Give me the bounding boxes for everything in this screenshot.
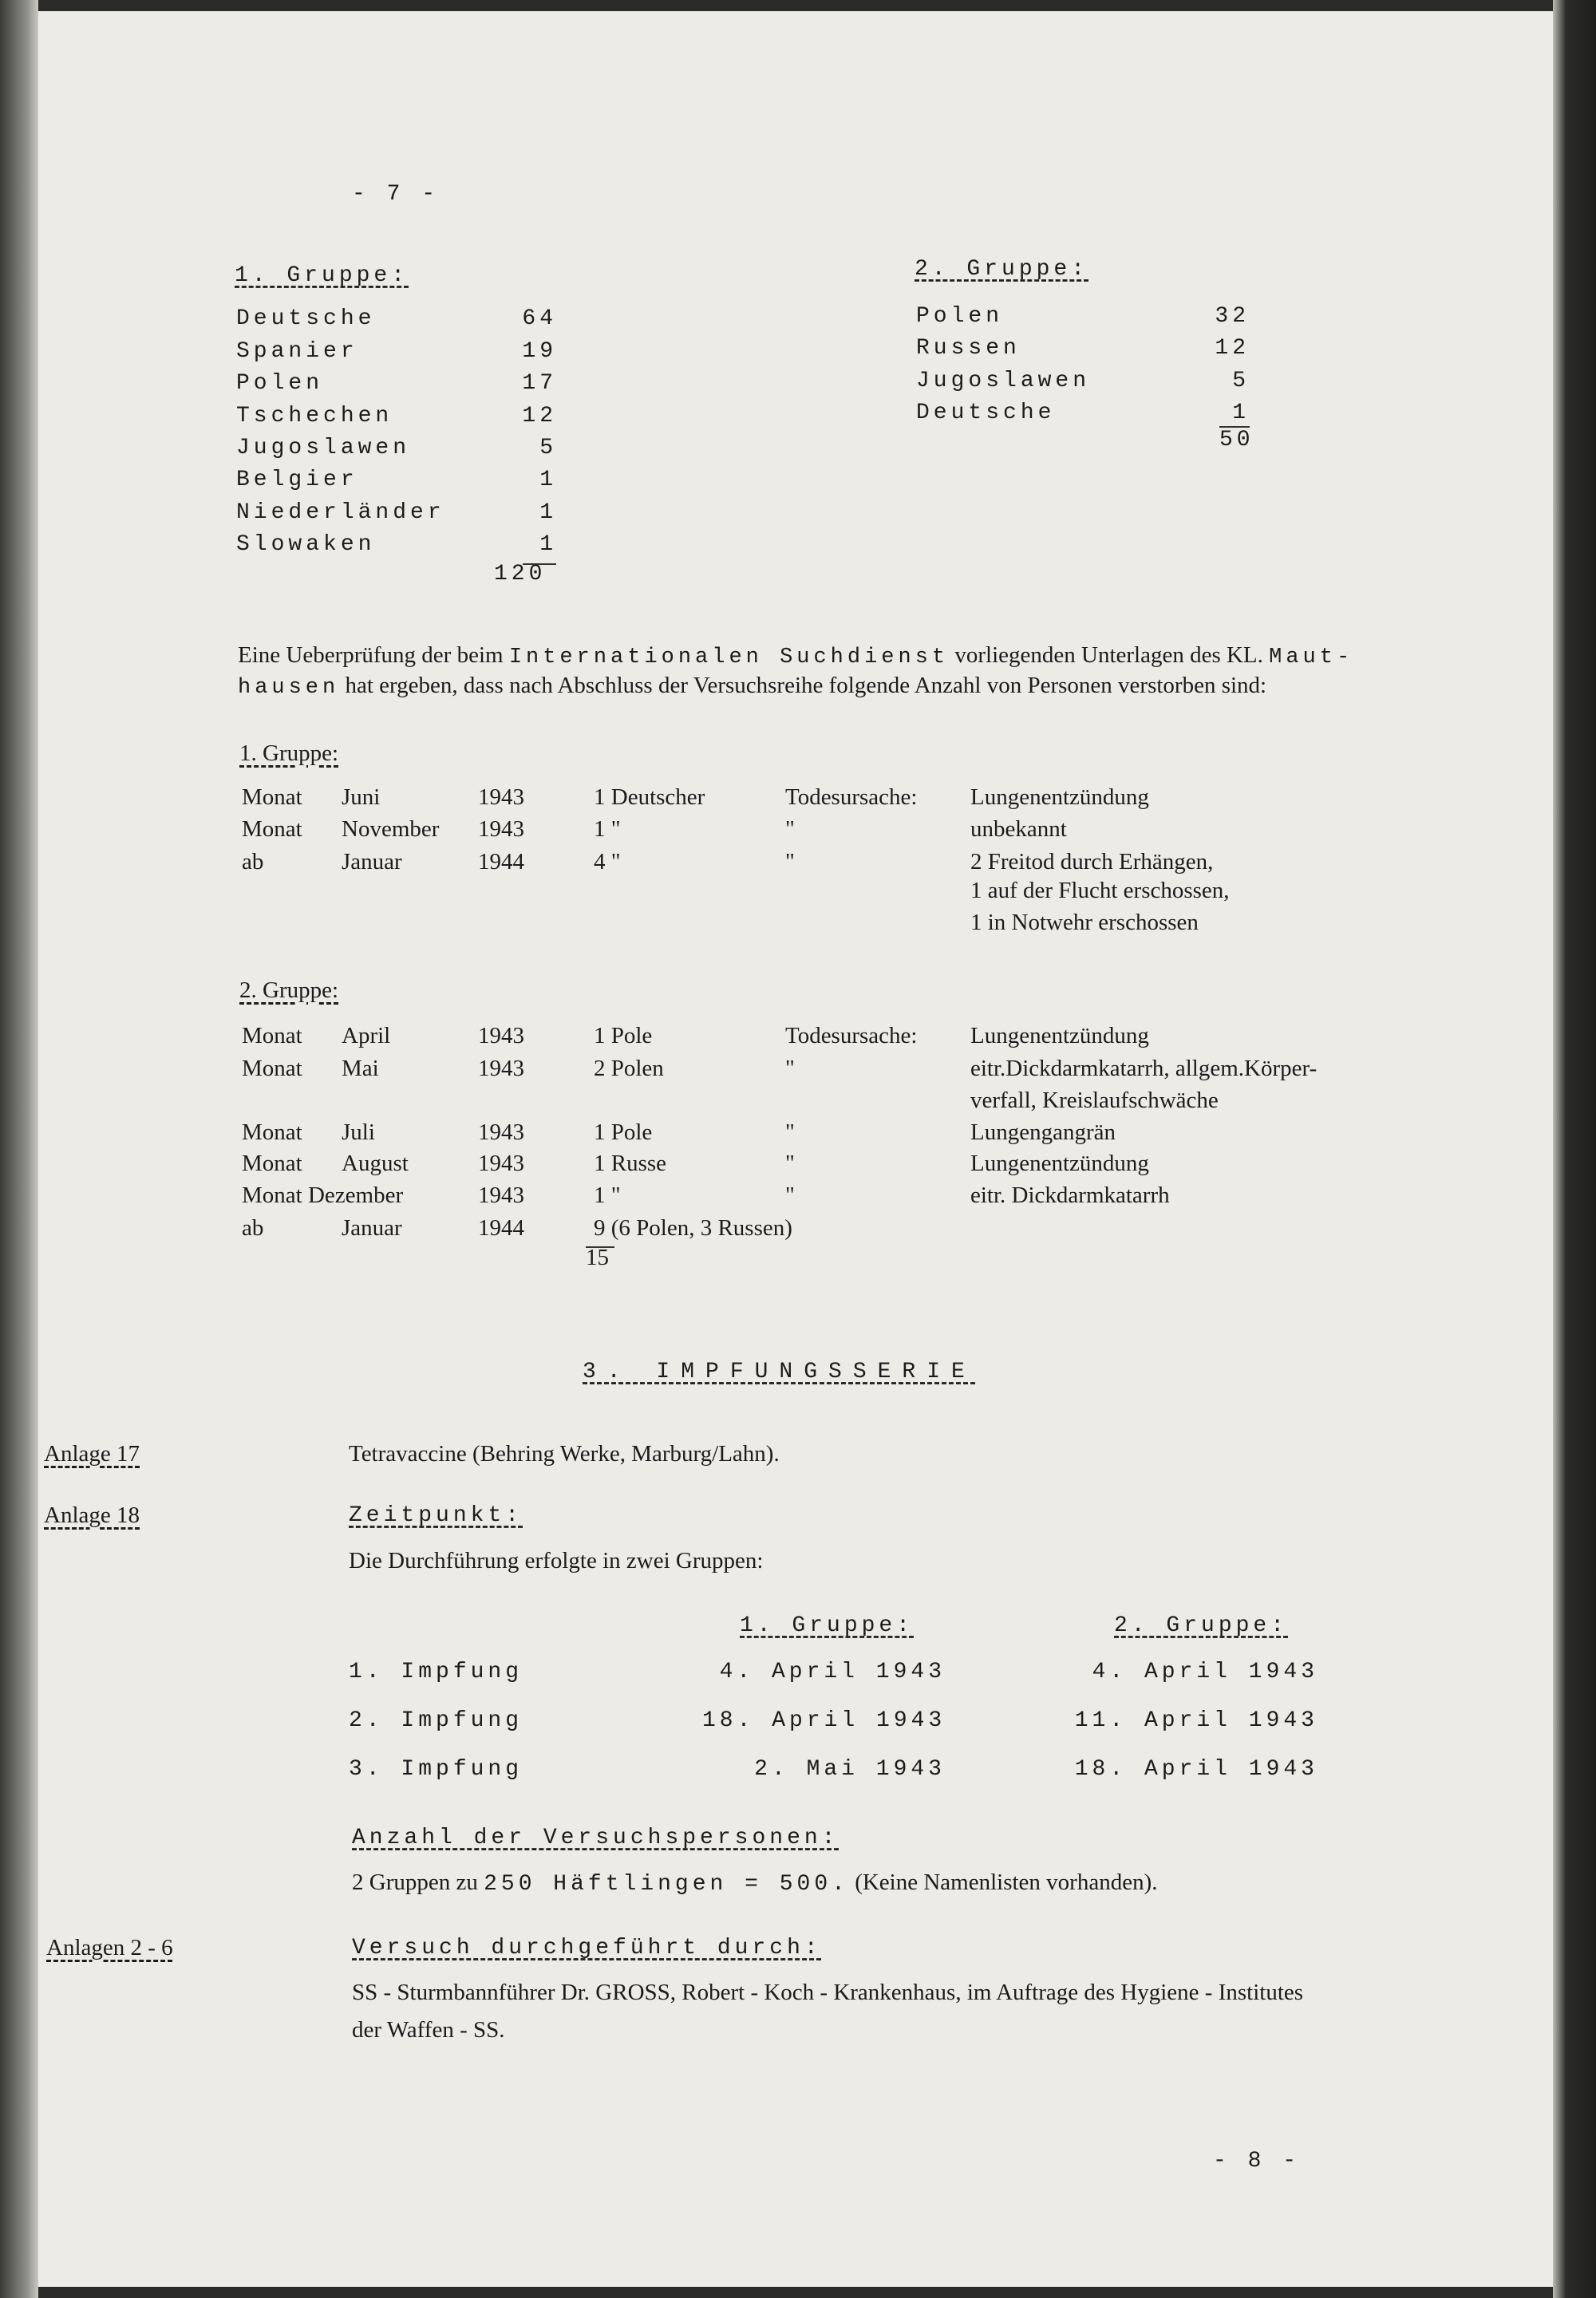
vaccination-col-group2: 2. Gruppe:	[1114, 1613, 1289, 1638]
count: 19	[522, 339, 557, 364]
death-prefix: Monat	[242, 1151, 302, 1176]
vaccination-date-group1: 4. April 1943	[719, 1660, 946, 1684]
death-count: 1 Pole	[594, 1119, 653, 1145]
death-prefix: ab	[242, 1215, 264, 1241]
death-cause: 1 auf der Flucht erschossen,	[970, 878, 1230, 903]
death-month: August	[342, 1151, 409, 1176]
death-year: 1943	[478, 1023, 524, 1048]
death-year: 1943	[478, 1183, 524, 1208]
count: 1	[539, 500, 557, 525]
vaccine-text: Tetravaccine (Behring Werke, Marburg/Lahn).	[349, 1441, 780, 1467]
vaccination-col-group1: 1. Gruppe:	[740, 1613, 915, 1638]
nationality: Polen	[236, 371, 324, 396]
anzahl-text	[352, 1870, 1157, 1897]
paragraph-line-2	[238, 673, 1266, 700]
text: 2 Gruppen zu	[352, 1870, 478, 1895]
count: 64	[522, 306, 557, 331]
vaccination-date-group1: 18. April 1943	[702, 1708, 946, 1733]
paragraph-line-1	[238, 642, 1353, 669]
death-prefix: Monat	[242, 1119, 302, 1145]
death-cause-label: "	[785, 816, 795, 842]
text-spaced: Maut-	[1269, 646, 1354, 669]
margin-note-anlage-17: Anlage 17	[44, 1441, 140, 1467]
deaths-group2-total: 15	[586, 1245, 609, 1270]
page-number-bottom: - 8 -	[1213, 2149, 1301, 2174]
text-spaced: Internationalen Suchdienst	[508, 646, 950, 669]
nationality: Belgier	[236, 468, 358, 492]
death-cause: Lungenentzündung	[970, 1023, 1149, 1048]
vaccination-label: 2. Impfung	[349, 1708, 523, 1733]
group2-total: 50	[1219, 428, 1254, 452]
death-cause: Lungengangrän	[970, 1119, 1116, 1145]
death-cause-label: "	[785, 1056, 795, 1081]
count: 5	[1232, 369, 1250, 393]
vaccination-date-group2: 18. April 1943	[1074, 1757, 1318, 1782]
death-prefix: Monat	[242, 1056, 302, 1081]
death-cause: Lungenentzündung	[970, 1151, 1149, 1176]
nationality: Polen	[916, 304, 1004, 329]
death-count: 2 Polen	[594, 1056, 664, 1081]
death-year: 1944	[478, 849, 524, 875]
death-year: 1943	[478, 1056, 524, 1081]
death-prefix: Monat Dezember	[242, 1183, 404, 1208]
vaccination-label: 1. Impfung	[349, 1660, 523, 1684]
death-month: Januar	[342, 849, 402, 875]
death-cause: eitr.Dickdarmkatarrh, allgem.Körper-	[970, 1056, 1317, 1081]
death-prefix: Monat	[242, 816, 302, 842]
text: (Keine Namenlisten vorhanden).	[855, 1870, 1158, 1895]
death-month: Juli	[342, 1119, 375, 1145]
group1-total: 120	[494, 562, 547, 586]
death-prefix: ab	[242, 849, 264, 875]
death-cause: 1 in Notwehr erschossen	[970, 910, 1199, 935]
death-prefix: Monat	[242, 1023, 302, 1048]
death-month: Mai	[342, 1056, 379, 1081]
death-count: 9 (6 Polen, 3 Russen)	[594, 1215, 792, 1241]
death-cause: unbekannt	[970, 816, 1067, 842]
durchgefuehrt-line-1: SS - Sturmbannführer Dr. GROSS, Robert - Koch - Krankenhaus, im Auftrage des Hygiene - Institutes	[352, 1980, 1304, 2005]
text: hat ergeben, dass nach Abschluss der Versuchsreihe folgende Anzahl von Personen verstorben sind:	[345, 673, 1267, 698]
nationality: Jugoslawen	[236, 436, 411, 460]
death-cause: eitr. Dickdarmkatarrh	[970, 1183, 1170, 1208]
death-count: 4 "	[594, 849, 621, 875]
count: 17	[522, 371, 557, 396]
anzahl-heading: Anzahl der Versuchspersonen:	[352, 1826, 839, 1850]
group2-title: 2. Gruppe:	[915, 257, 1089, 282]
margin-note-anlagen-2-6: Anlagen 2 - 6	[46, 1935, 173, 1960]
count: 1	[1232, 401, 1250, 425]
death-count: 1 Pole	[594, 1023, 653, 1048]
death-month: Januar	[342, 1215, 402, 1241]
death-cause: Lungenentzündung	[970, 784, 1149, 810]
text: vorliegenden Unterlagen des KL.	[954, 642, 1263, 668]
nationality: Spanier	[236, 339, 358, 364]
text-spaced: hausen	[238, 676, 340, 700]
nationality: Deutsche	[236, 306, 376, 331]
text: Eine Ueberprüfung der beim	[238, 642, 504, 668]
nationality: Deutsche	[916, 401, 1056, 425]
margin-note-anlage-18: Anlage 18	[44, 1502, 140, 1528]
page-number-top: - 7 -	[352, 182, 440, 207]
death-month: November	[342, 816, 440, 842]
count: 1	[539, 532, 557, 557]
nationality: Russen	[916, 336, 1021, 361]
death-prefix: Monat	[242, 784, 302, 810]
death-cause: 2 Freitod durch Erhängen,	[970, 849, 1214, 875]
vaccination-date-group1: 2. Mai 1943	[754, 1757, 946, 1782]
zeitpunkt-heading: Zeitpunkt:	[349, 1503, 523, 1528]
death-cause-label: "	[785, 1119, 795, 1145]
page-edge-shadow	[1553, 0, 1596, 2298]
death-count: 1 "	[594, 1183, 621, 1208]
nationality: Niederländer	[236, 500, 445, 525]
binding-edge	[0, 0, 38, 2298]
death-cause-label: "	[785, 849, 795, 875]
death-cause: verfall, Kreislaufschwäche	[970, 1088, 1219, 1113]
death-cause-label: Todesursache:	[785, 1023, 918, 1048]
death-year: 1943	[478, 1151, 524, 1176]
text-spaced: 250 Häftlingen = 500.	[484, 1872, 849, 1897]
death-year: 1944	[478, 1215, 524, 1241]
vaccination-date-group2: 4. April 1943	[1092, 1660, 1318, 1684]
death-year: 1943	[478, 784, 524, 810]
death-month: April	[342, 1023, 391, 1048]
death-count: 1 "	[594, 816, 621, 842]
death-year: 1943	[478, 816, 524, 842]
death-count: 1 Russe	[594, 1151, 667, 1176]
count: 5	[539, 436, 557, 460]
death-count: 1 Deutscher	[594, 784, 705, 810]
death-cause-label: "	[785, 1151, 795, 1176]
count: 1	[539, 468, 557, 492]
vaccination-date-group2: 11. April 1943	[1074, 1708, 1318, 1733]
death-cause-label: Todesursache:	[785, 784, 918, 810]
intro-text: Die Durchführung erfolgte in zwei Gruppen:	[349, 1548, 764, 1573]
section-heading: 3. IMPFUNGSSERIE	[583, 1360, 976, 1384]
group1-title: 1. Gruppe:	[235, 263, 409, 288]
nationality: Jugoslawen	[916, 369, 1091, 393]
nationality: Tschechen	[236, 404, 393, 428]
death-cause-label: "	[785, 1183, 795, 1208]
count: 32	[1215, 304, 1250, 329]
death-year: 1943	[478, 1119, 524, 1145]
deaths-group1-title: 1. Gruppe:	[239, 740, 339, 766]
death-month: Juni	[342, 784, 381, 810]
durchgefuehrt-heading: Versuch durchgeführt durch:	[352, 1936, 822, 1960]
nationality: Slowaken	[236, 532, 376, 557]
durchgefuehrt-line-2: der Waffen - SS.	[352, 2017, 505, 2043]
count: 12	[522, 404, 557, 428]
deaths-group2-title: 2. Gruppe:	[239, 977, 339, 1003]
count: 12	[1215, 336, 1250, 361]
vaccination-label: 3. Impfung	[349, 1757, 523, 1782]
